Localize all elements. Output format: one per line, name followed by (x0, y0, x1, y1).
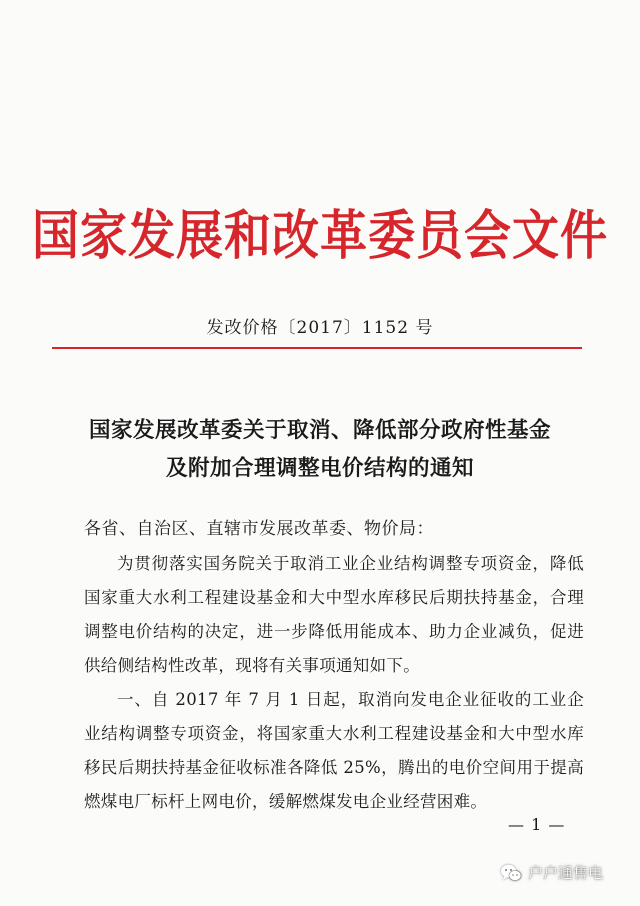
page-number: — 1 — (508, 815, 566, 834)
body-text (84, 547, 584, 819)
notice-title-line-2: 及附加合理调整电价结构的通知 (165, 456, 474, 481)
body-paragraph-2: 一、自 2017 年 7 月 1 日起，取消向发电企业征收的工业企业结构调整专项资金，将国家重大水利工程建设基金和大中型水库移民后期扶持基金征收标准各降低 25%，腾出的电价空间用于提高燃煤电厂标杆上网电价，缓解燃煤发电企业经营困难。 (84, 690, 584, 811)
red-divider-line (52, 347, 582, 349)
wechat-icon (500, 863, 522, 883)
document-number: 发改价格〔2017〕1152 号 (206, 318, 434, 338)
watermark-text: 户户通售电 (528, 864, 604, 882)
addressee: 各省、自治区、直辖市发展改革委、物价局： (84, 519, 434, 539)
notice-title (0, 412, 640, 488)
watermark (500, 862, 603, 883)
notice-title-line-1: 国家发展改革委关于取消、降低部分政府性基金 (88, 418, 551, 443)
body-paragraph-1: 为贯彻落实国务院关于取消工业企业结构调整专项资金，降低国家重大水利工程建设基金和大中型水库移民后期扶持基金，合理调整电价结构的决定，进一步降低用能成本、助力企业减负，促进供给侧结构性改革，现将有关事项通知如下。 (84, 554, 584, 675)
masthead-title: 国家发展和改革委员会文件 (32, 205, 608, 267)
